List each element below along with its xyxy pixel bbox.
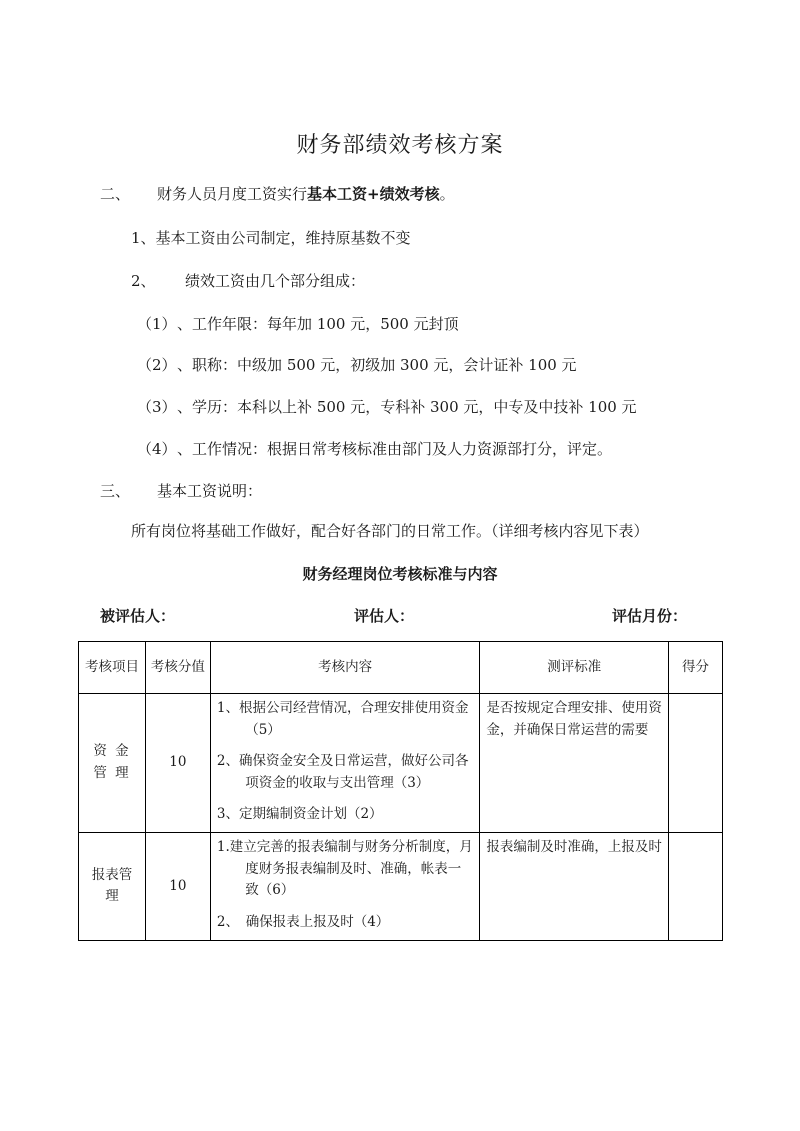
- row-2-item: 报表管理: [79, 832, 146, 940]
- header-result: 得分: [669, 642, 723, 694]
- section-2-suffix: 。: [439, 185, 455, 203]
- table-title: 财务经理岗位考核标准与内容: [302, 565, 498, 583]
- table-row: [79, 694, 723, 833]
- sub-item-4-text: 、工作情况：根据日常考核标准由部门及人力资源部打分，评定。: [177, 440, 613, 458]
- row-1-standard: 是否按规定合理安排、使用资金，并确保日常运营的需要: [480, 694, 669, 833]
- sub-item-3: [137, 396, 637, 417]
- evaluation-month-label: 评估月份：: [612, 607, 688, 625]
- s2-item-1: 1、基本工资由公司制定，维持原基数不变: [131, 229, 411, 247]
- sub-item-3-text: 、学历：本科以上补 500 元，专科补 300 元，中专及中技补 100 元: [177, 398, 637, 416]
- row-1-item: 资 金 管 理: [79, 694, 146, 833]
- row-1-content: [210, 694, 480, 833]
- assessment-table: [78, 641, 723, 941]
- row-2-content-item: 1.建立完善的报表编制与财务分析制度，月度财务报表编制及时、准确，帐表一致（6）: [216, 838, 473, 899]
- section-3-text: 基本工资说明：: [157, 482, 263, 500]
- row-2-score: 10: [145, 832, 210, 940]
- row-1-content-item: 3、定期编制资金计划（2）: [216, 806, 383, 823]
- sub-item-4: [137, 438, 612, 459]
- s2-item-2-number: 2、: [131, 272, 156, 290]
- section-2-number: 二、: [100, 185, 131, 203]
- table-header-row: [79, 642, 723, 694]
- sub-item-1-text: 、工作年限：每年加 100 元，500 元封顶: [177, 315, 459, 333]
- section-2-bold: 基本工资+绩效考核: [307, 185, 440, 203]
- header-item: 考核项目: [79, 642, 146, 694]
- row-2-content: [210, 832, 480, 940]
- s2-item-2-text: 绩效工资由几个部分组成：: [185, 272, 366, 290]
- sub-item-1: [137, 313, 459, 334]
- sub-item-2-number: （2）: [137, 356, 170, 374]
- sub-item-3-number: （3）: [137, 398, 170, 416]
- row-2-result[interactable]: [669, 832, 723, 940]
- header-score: 考核分值: [145, 642, 210, 694]
- section-3-number: 三、: [100, 482, 131, 500]
- sub-item-2-text: 、职称：中级加 500 元，初级加 300 元，会计证补 100 元: [177, 356, 577, 374]
- evaluator-label: 评估人：: [354, 607, 415, 625]
- row-1-result[interactable]: [669, 694, 723, 833]
- page-title: 财务部绩效考核方案: [296, 133, 504, 158]
- sub-item-4-number: （4）: [137, 440, 170, 458]
- section-3-body: 所有岗位将基础工作做好，配合好各部门的日常工作。（详细考核内容见下表）: [131, 522, 649, 540]
- header-content: 考核内容: [210, 642, 480, 694]
- table-row: [79, 832, 723, 940]
- row-1-score: 10: [145, 694, 210, 833]
- sub-item-2: [137, 354, 577, 375]
- row-2-standard: 报表编制及时准确，上报及时: [480, 832, 669, 940]
- section-2-text: [157, 183, 455, 204]
- section-2-prefix: 财务人员月度工资实行: [157, 185, 308, 203]
- header-standard: 测评标准: [480, 642, 669, 694]
- row-2-content-item: 2、 确保报表上报及时（4）: [216, 913, 390, 930]
- sub-item-1-number: （1）: [137, 315, 170, 333]
- evaluatee-label: 被评估人：: [100, 607, 176, 625]
- row-1-content-item: 2、确保资金安全及日常运营，做好公司各项资金的收取与支出管理（3）: [216, 753, 469, 791]
- row-1-content-item: 1、根据公司经营情况，合理安排使用资金（5）: [216, 700, 469, 738]
